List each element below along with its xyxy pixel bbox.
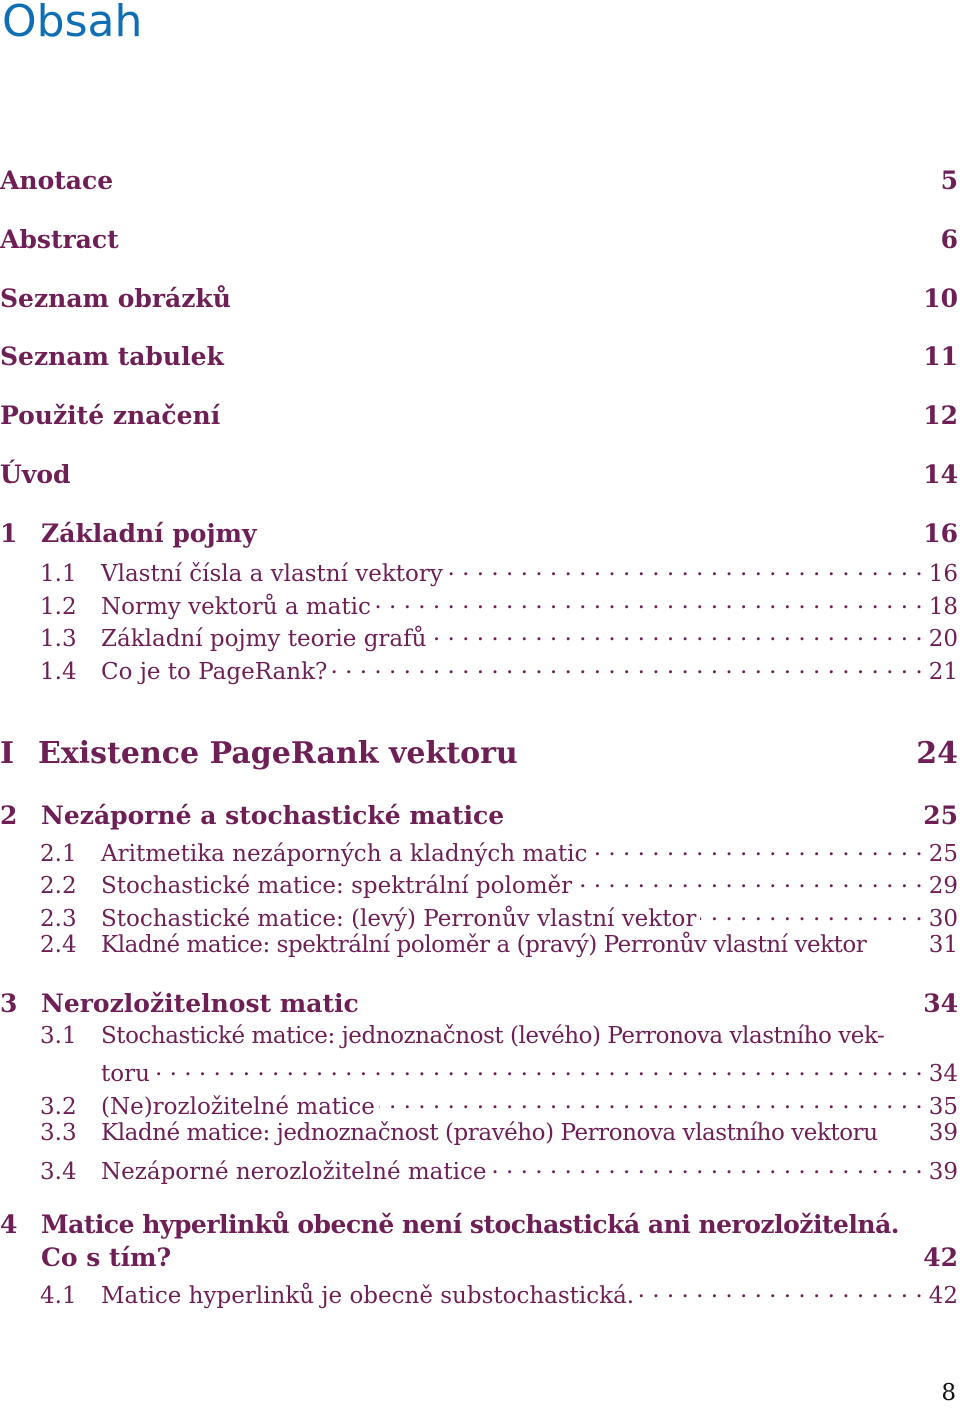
toc-entry-label-continued: Co s tím? bbox=[41, 1243, 172, 1272]
toc-entry-label: Použité značení bbox=[0, 401, 221, 430]
toc-section-3-1[interactable] bbox=[40, 1023, 958, 1049]
toc-entry-page: 20 bbox=[928, 626, 958, 652]
toc-entry-page: 12 bbox=[923, 401, 958, 430]
toc-section-2-3[interactable] bbox=[40, 900, 958, 932]
toc-entry-number: I bbox=[0, 736, 15, 771]
dot-leader bbox=[591, 835, 922, 861]
toc-entry-page: 30 bbox=[928, 906, 958, 932]
toc-section-1-2[interactable] bbox=[40, 588, 958, 620]
toc-entry-number: 1.4 bbox=[40, 659, 77, 685]
toc-entry-label: Stochastické matice: (levý) Perronův vlastní vektor bbox=[101, 906, 697, 932]
toc-entry-number: 2.4 bbox=[40, 932, 77, 958]
toc-entry-page: 16 bbox=[928, 561, 958, 587]
toc-entry-number: 1 bbox=[0, 519, 18, 548]
toc-entry-page: 5 bbox=[940, 166, 958, 195]
toc-entry-number: 4 bbox=[0, 1210, 18, 1239]
toc-section-2-2[interactable] bbox=[40, 867, 958, 899]
toc-entry-label: Stochastické matice: jednoznačnost (levého) Perronova vlastního vek- bbox=[101, 1023, 885, 1049]
toc-section-1-4[interactable] bbox=[40, 653, 958, 685]
toc-entry-label: Stochastické matice: spektrální poloměr bbox=[101, 873, 573, 899]
toc-entry-number: 3.2 bbox=[40, 1094, 77, 1120]
toc-entry-number: 1.3 bbox=[40, 626, 77, 652]
dot-leader bbox=[379, 1088, 923, 1114]
toc-entry-page: 11 bbox=[923, 342, 958, 371]
toc-entry-label: Co je to PageRank? bbox=[101, 659, 328, 685]
toc-entry-anotace[interactable] bbox=[0, 166, 958, 195]
toc-entry-number: 2.2 bbox=[40, 873, 77, 899]
dot-leader bbox=[491, 1153, 923, 1179]
toc-part-1[interactable] bbox=[0, 736, 958, 771]
toc-entry-page: 31 bbox=[928, 932, 958, 958]
toc-entry-label: Seznam tabulek bbox=[0, 342, 224, 371]
toc-entry-label: Anotace bbox=[0, 166, 114, 195]
toc-entry-page: 14 bbox=[923, 460, 958, 489]
toc-section-3-3[interactable] bbox=[40, 1120, 958, 1146]
toc-entry-label: Normy vektorů a matic bbox=[101, 594, 371, 620]
dot-leader bbox=[154, 1055, 923, 1081]
toc-entry-label: Existence PageRank vektoru bbox=[38, 736, 518, 771]
toc-entry-page: 34 bbox=[923, 989, 958, 1018]
toc-entry-page: 10 bbox=[923, 284, 958, 313]
toc-entry-number: 4.1 bbox=[40, 1283, 77, 1309]
toc-section-4-1[interactable] bbox=[40, 1277, 958, 1309]
toc-chapter-3[interactable] bbox=[0, 989, 958, 1018]
toc-entry-page: 25 bbox=[928, 841, 958, 867]
toc-chapter-2[interactable] bbox=[0, 801, 958, 830]
toc-entry-number: 1.1 bbox=[40, 561, 77, 587]
toc-entry-number: 3 bbox=[0, 989, 18, 1018]
dot-leader bbox=[331, 653, 922, 679]
toc-entry-page: 16 bbox=[923, 519, 958, 548]
toc-entry-page: 21 bbox=[928, 659, 958, 685]
toc-entry-page: 29 bbox=[928, 873, 958, 899]
toc-entry-label: Základní pojmy bbox=[41, 519, 257, 548]
toc-entry-uvod[interactable] bbox=[0, 460, 958, 489]
dot-leader bbox=[375, 588, 923, 614]
toc-entry-label: Seznam obrázků bbox=[0, 284, 231, 313]
toc-entry-page: 42 bbox=[928, 1283, 958, 1309]
toc-entry-number: 1.2 bbox=[40, 594, 77, 620]
toc-entry-page: 34 bbox=[928, 1061, 958, 1087]
toc-entry-page: 39 bbox=[928, 1120, 958, 1146]
toc-entry-number: 3.1 bbox=[40, 1023, 77, 1049]
toc-section-3-1-continued[interactable] bbox=[101, 1055, 958, 1087]
toc-chapter-4-continued[interactable] bbox=[41, 1243, 958, 1272]
toc-entry-page: 6 bbox=[940, 225, 958, 254]
toc-entry-abstract[interactable] bbox=[0, 225, 958, 254]
toc-section-3-4[interactable] bbox=[40, 1153, 958, 1185]
toc-section-2-4[interactable] bbox=[40, 932, 958, 958]
toc-entry-label: Nezáporné a stochastické matice bbox=[41, 801, 505, 830]
toc-section-2-1[interactable] bbox=[40, 835, 958, 867]
toc-entry-number: 3.3 bbox=[40, 1120, 77, 1146]
toc-entry-label: Úvod bbox=[0, 460, 71, 489]
toc-entry-label: Vlastní čísla a vlastní vektory bbox=[101, 561, 443, 587]
toc-section-1-3[interactable] bbox=[40, 620, 958, 652]
dot-leader bbox=[638, 1277, 923, 1303]
toc-entry-label: Základní pojmy teorie grafů bbox=[101, 626, 427, 652]
toc-entry-page: 18 bbox=[928, 594, 958, 620]
toc-entry-number: 2 bbox=[0, 801, 18, 830]
toc-entry-number: 3.4 bbox=[40, 1159, 77, 1185]
page-number: 8 bbox=[941, 1380, 956, 1406]
toc-entry-label: Aritmetika nezáporných a kladných matic bbox=[101, 841, 588, 867]
toc-chapter-1[interactable] bbox=[0, 519, 958, 548]
toc-entry-page: 35 bbox=[928, 1094, 958, 1120]
toc-entry-pouzite-znaceni[interactable] bbox=[0, 401, 958, 430]
toc-entry-page: 39 bbox=[928, 1159, 958, 1185]
toc-entry-seznam-tabulek[interactable] bbox=[0, 342, 958, 371]
toc-entry-page: 24 bbox=[916, 736, 958, 771]
dot-leader bbox=[700, 900, 922, 926]
toc-entry-label: Matice hyperlinků je obecně substochastická. bbox=[101, 1283, 635, 1309]
toc-entry-label: Matice hyperlinků obecně není stochastická ani nerozložitelná. bbox=[41, 1210, 899, 1239]
dot-leader bbox=[576, 867, 923, 893]
toc-section-3-2[interactable] bbox=[40, 1088, 958, 1120]
toc-entry-label: Nezáporné nerozložitelné matice bbox=[101, 1159, 487, 1185]
toc-section-1-1[interactable] bbox=[40, 555, 958, 587]
toc-entry-label-continued: toru bbox=[101, 1061, 150, 1087]
dot-leader bbox=[447, 555, 923, 581]
toc-chapter-4[interactable] bbox=[0, 1210, 958, 1239]
toc-entry-label: Kladné matice: jednoznačnost (pravého) Perronova vlastního vektoru bbox=[101, 1120, 878, 1146]
dot-leader bbox=[430, 620, 922, 646]
toc-entry-label: Abstract bbox=[0, 225, 119, 254]
toc-entry-page: 25 bbox=[923, 801, 958, 830]
toc-entry-number: 2.1 bbox=[40, 841, 77, 867]
toc-entry-seznam-obrazku[interactable] bbox=[0, 284, 958, 313]
toc-entry-label: Kladné matice: spektrální poloměr a (pravý) Perronův vlastní vektor bbox=[101, 932, 867, 958]
toc-entry-label: (Ne)rozložitelné matice bbox=[101, 1094, 375, 1120]
page-title: Obsah bbox=[2, 0, 143, 47]
toc-entry-label: Nerozložitelnost matic bbox=[41, 989, 359, 1018]
toc-entry-number: 2.3 bbox=[40, 906, 77, 932]
toc-entry-page: 42 bbox=[923, 1243, 958, 1272]
